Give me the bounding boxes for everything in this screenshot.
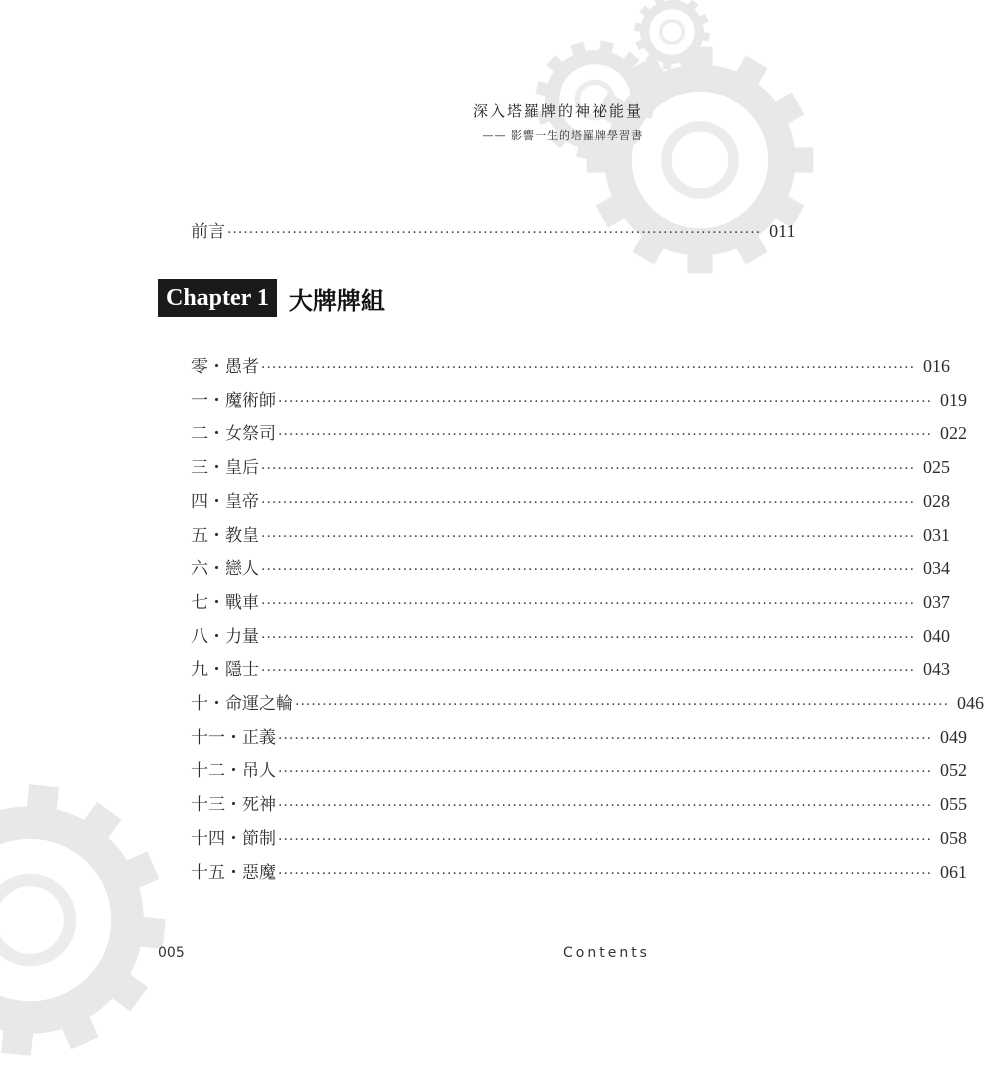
toc-entry[interactable] <box>191 453 951 479</box>
toc-entry[interactable] <box>191 352 951 377</box>
toc-label: 五・教皇 <box>191 525 259 546</box>
toc-label: 十四・節制 <box>191 828 276 849</box>
leader-dots: ························································································································ <box>261 629 916 646</box>
toc-page-number: 061 <box>940 861 968 882</box>
chapter-badge: Chapter 1 <box>158 279 277 317</box>
toc-entry[interactable] <box>191 824 968 849</box>
toc-page-number: 037 <box>923 591 951 612</box>
toc-page-number: 031 <box>923 524 951 545</box>
toc-label: 前言 <box>191 222 225 242</box>
toc-label: 十一・正義 <box>191 727 276 748</box>
toc-entry[interactable] <box>191 622 951 647</box>
leader-dots: ·································································································· <box>227 225 762 241</box>
toc-entry[interactable] <box>191 419 968 445</box>
toc-label: 四・皇帝 <box>191 491 259 512</box>
leader-dots: ························································································································ <box>278 393 933 410</box>
toc-entry[interactable] <box>191 655 951 681</box>
toc-page-number: 043 <box>923 659 951 680</box>
toc-page-number: 019 <box>940 389 968 410</box>
toc-entry[interactable] <box>191 588 951 613</box>
toc-label: 八・力量 <box>191 626 259 647</box>
leader-dots: ························································································································ <box>261 360 916 376</box>
toc-entry[interactable] <box>191 756 968 782</box>
toc-page-number: 016 <box>923 356 951 376</box>
page-number: 005 <box>158 945 185 961</box>
toc-label: 一・魔術師 <box>191 390 276 411</box>
toc-entry[interactable] <box>191 723 968 748</box>
toc-label: 十二・吊人 <box>191 761 276 782</box>
section-label: Contents <box>563 945 650 961</box>
leader-dots: ························································································································ <box>261 494 916 511</box>
leader-dots: ························································································································ <box>278 798 933 815</box>
toc-entry[interactable] <box>191 554 951 580</box>
toc-entry[interactable] <box>191 386 968 411</box>
toc-page-number: 052 <box>940 760 968 781</box>
toc-page-number: 055 <box>940 794 968 815</box>
toc-page-number: 046 <box>957 693 984 713</box>
toc-page-number: 034 <box>923 558 951 579</box>
toc-page-number: 022 <box>940 423 968 444</box>
book-title: 深入塔羅牌的神祕能量 <box>472 102 643 120</box>
book-header <box>473 100 643 143</box>
leader-dots: ························································································································ <box>261 528 916 545</box>
toc-label: 三・皇后 <box>191 458 259 479</box>
toc-page-number: 025 <box>923 457 951 478</box>
toc-label: 十三・死神 <box>191 795 276 816</box>
leader-dots: ························································································································ <box>278 831 933 848</box>
toc-page-number: 058 <box>940 827 968 848</box>
toc-label: 十五・惡魔 <box>191 862 276 883</box>
leader-dots: ························································································································ <box>261 562 916 579</box>
leader-dots: ························································································································ <box>261 663 916 680</box>
leader-dots: ························································································································ <box>278 730 933 747</box>
toc-label: 十・命運之輪 <box>191 694 293 714</box>
toc-entry[interactable] <box>191 790 968 816</box>
toc-page-number: 040 <box>923 625 951 646</box>
leader-dots: ························································································································ <box>261 461 916 478</box>
leader-dots: ························································································································ <box>261 595 916 612</box>
chapter-title: 大牌牌組 <box>288 285 385 315</box>
toc-label: 九・隱士 <box>191 660 259 681</box>
toc-page-number: 011 <box>769 221 796 241</box>
gear-icon <box>0 772 178 1069</box>
toc-entry[interactable] <box>191 858 968 883</box>
leader-dots: ························································································································ <box>278 865 933 882</box>
toc-label: 七・戰車 <box>191 592 259 613</box>
book-subtitle: —— 影響一生的塔羅牌學習書 <box>482 129 643 142</box>
toc-label: 二・女祭司 <box>191 424 276 445</box>
toc-entry[interactable] <box>191 521 951 546</box>
leader-dots: ························································································································ <box>278 764 933 781</box>
toc-page-number: 028 <box>923 490 951 511</box>
toc-label: 六・戀人 <box>191 559 259 580</box>
leader-dots: ························································································································ <box>278 427 933 444</box>
toc-entry[interactable] <box>191 689 984 714</box>
toc-label: 零・愚者 <box>191 357 259 377</box>
toc-entry[interactable] <box>191 487 951 512</box>
toc-page-number: 049 <box>940 726 968 747</box>
chapter-heading <box>158 279 385 317</box>
leader-dots: ························································································································ <box>295 697 950 713</box>
toc-preface[interactable] <box>191 217 796 242</box>
